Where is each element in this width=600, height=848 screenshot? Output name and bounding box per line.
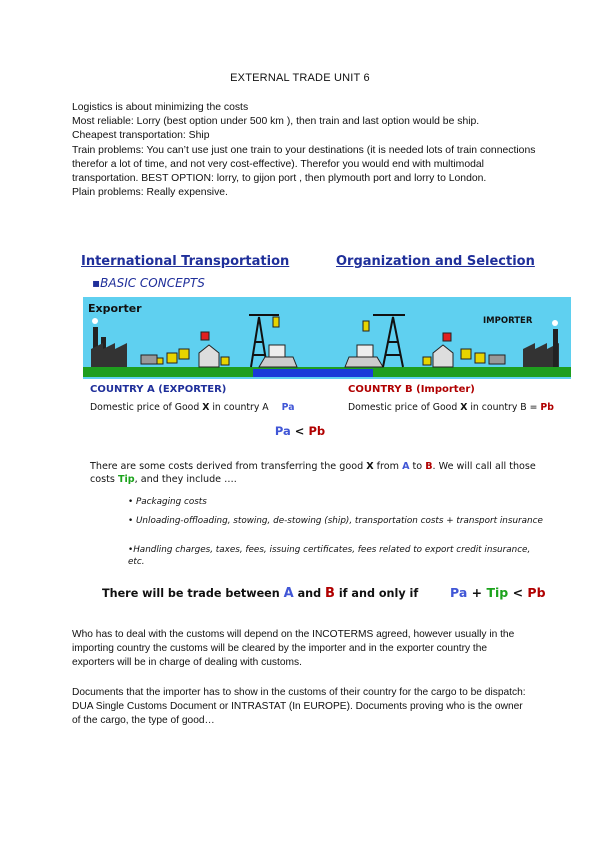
price-a: Domestic price of Good X in country A Pa [90,402,295,413]
intro-notes [72,101,542,200]
intro-line: Cheapest transportation: Ship [72,130,210,142]
costs-explanation: There are some costs derived from transferring the good X from A to B. We will call all those costs Tip, and they include …. [90,461,536,485]
cost-bullet: • Unloading-offloading, stowing, de-stowing (ship), transportation costs + transport insurance [128,516,543,526]
exporter-label: Exporter [88,302,142,315]
slide-heading-right: Organization and Selection [336,254,535,269]
slide-heading-left: International Transportation [81,254,290,269]
cost-bullet: • Packaging costs [128,497,207,507]
pb-symbol: Pb [540,402,554,413]
sky [83,297,571,379]
trade-condition-text: There will be trade between A and B if and only if [102,586,419,601]
price-b: Domestic price of Good X in country B = Pb [348,402,554,413]
customs-paragraph: Who has to deal with the customs will depend on the INCOTERMS agreed, however usually in the importing country the customs will be cleared by the importer and in the exporter country the exporters will be in charge of dealing with customs. [72,629,515,668]
importer-label: IMPORTER [483,316,533,326]
intro-line: Plain problems: Really expensive. [72,187,228,199]
cost-bullet: •Handling charges, taxes, fees, issuing certificates, fees related to export credit insurance, etc. [128,545,531,567]
intro-line: Train problems: You can’t use just one train to your destinations (it is needed lots of train connections therefor a lot of time, and not very cost-effective). Therefor you would end with multimodal transportation. BEST OPTION: lorry, to gijon port , then plymouth port and lorry to London. [72,144,536,185]
price-inequality: Pa < Pb [274,424,326,438]
intro-line: Logistics is about minimizing the costs [72,102,249,113]
country-b-label: COUNTRY B (Importer) [348,384,475,395]
intro-line: Most reliable: Lorry (best option under 500 km ), then train and last option would be ship. [72,116,480,128]
sea [253,369,373,377]
pa-symbol: Pa [281,402,295,413]
document-title: EXTERNAL TRADE UNIT 6 [230,72,370,84]
basic-concepts-heading: ▪BASIC CONCEPTS [92,276,205,290]
trade-condition-formula: Pa + Tip < Pb [450,585,546,600]
trade-illustration [83,297,571,379]
documents-paragraph: Documents that the importer has to show in the customs of their country for the cargo to be dispatch: DUA Single Customs Document or INTRASTAT (In EUROPE). Documents proving who is the owner of the cargo, the type of good… [72,687,526,726]
country-a-label: COUNTRY A (EXPORTER) [90,384,227,395]
